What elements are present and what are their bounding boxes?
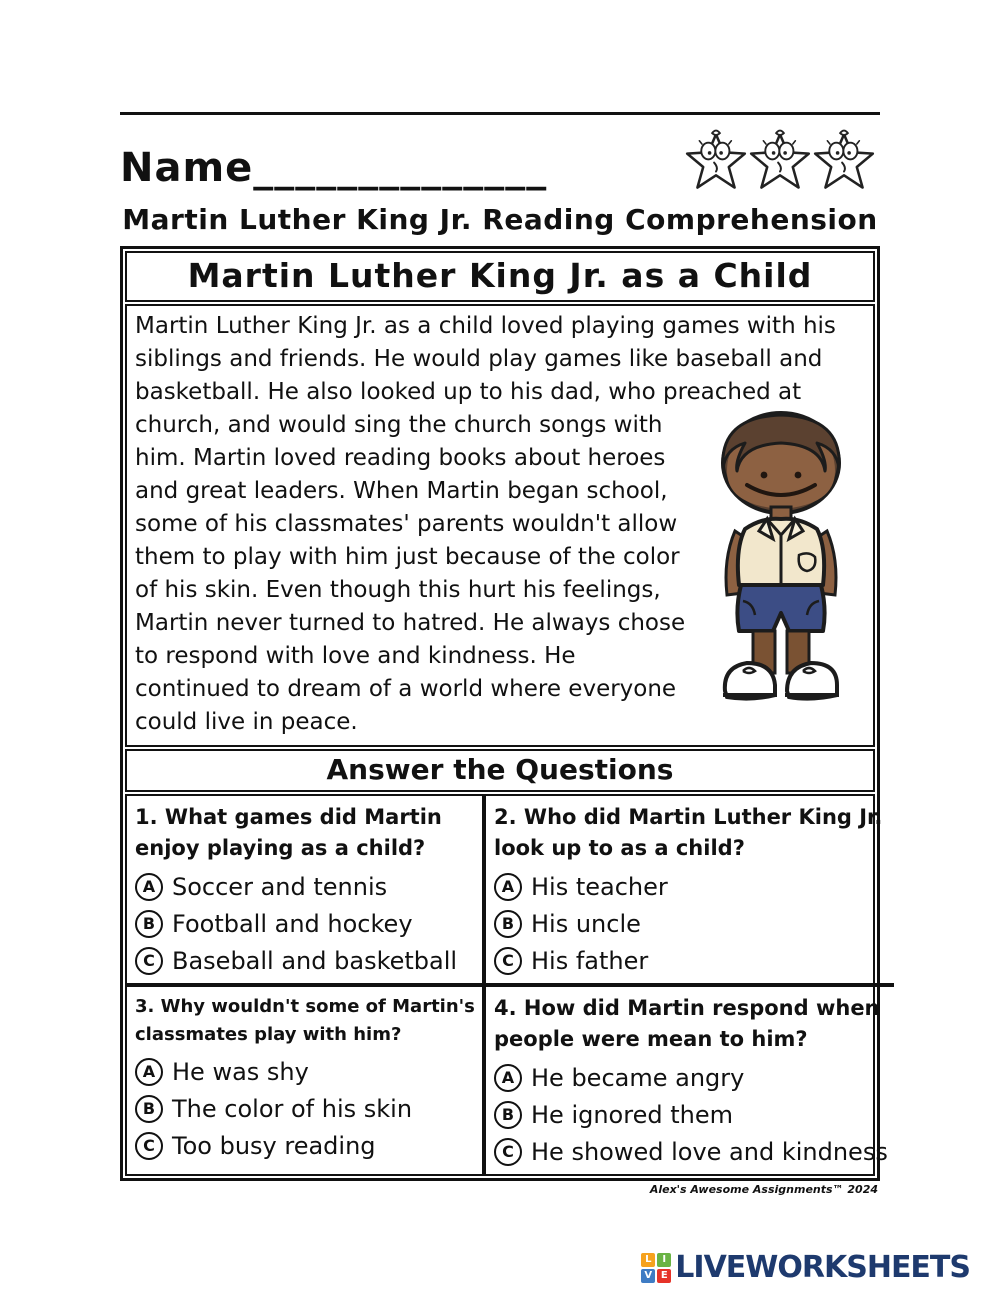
question-2-option-a[interactable] xyxy=(494,873,888,901)
option-label: He showed love and kindness xyxy=(531,1138,888,1166)
liveworksheets-logo[interactable] xyxy=(641,1250,970,1285)
question-2 xyxy=(482,796,894,983)
stars-clipart xyxy=(684,125,880,195)
option-label: Baseball and basketball xyxy=(172,947,458,975)
logo-square-e: E xyxy=(657,1269,671,1283)
passage-section xyxy=(125,304,875,747)
question-3 xyxy=(127,983,482,1174)
option-label: His teacher xyxy=(531,873,668,901)
passage-text: Martin Luther King Jr. as a child loved playing games with his siblings and friends. He would play games like baseball and basketball. He also looked up to his dad, who preached at church, and would sing the church songs with him. Martin loved reading books about heroes and great leaders. When Martin began school, some of his classmates' parents wouldn't allow them to play with him just because of the color of his skin. Even though this hurt his feelings, Martin never turned to hatred. He always chose to respond with love and kindness. He continued to dream of a world where everyone could live in peace. xyxy=(135,313,836,735)
question-4-option-b[interactable] xyxy=(494,1101,888,1129)
option-letter-circle: B xyxy=(135,910,163,938)
option-label: Too busy reading xyxy=(172,1132,376,1160)
publisher-credit: Alex's Awesome Assignments™ 2024 xyxy=(649,1183,878,1196)
question-4-text: 4. How did Martin respond when people were mean to him? xyxy=(494,996,880,1051)
star-icon xyxy=(748,125,812,195)
question-2-option-b[interactable] xyxy=(494,910,888,938)
option-label: Soccer and tennis xyxy=(172,873,388,901)
question-2-option-c[interactable] xyxy=(494,947,888,975)
option-letter-circle: C xyxy=(135,947,163,975)
logo-square-v: V xyxy=(641,1269,655,1283)
name-input-line[interactable]: Name______________ xyxy=(120,145,548,191)
worksheet-page xyxy=(120,0,888,1196)
star-icon xyxy=(684,125,748,195)
option-letter-circle: A xyxy=(135,1058,163,1086)
liveworksheets-logo-grid-icon xyxy=(641,1253,671,1283)
option-letter-circle: B xyxy=(494,1101,522,1129)
question-1-text: 1. What games did Martin enjoy playing as a child? xyxy=(135,805,442,860)
star-icon xyxy=(812,125,876,195)
name-row xyxy=(120,115,880,195)
question-3-option-a[interactable] xyxy=(135,1058,476,1086)
passage-title: Martin Luther King Jr. as a Child xyxy=(125,251,875,302)
option-label: His father xyxy=(531,947,649,975)
question-4 xyxy=(482,983,894,1174)
question-4-option-a[interactable] xyxy=(494,1064,888,1092)
option-letter-circle: A xyxy=(135,873,163,901)
question-1-option-a[interactable] xyxy=(135,873,476,901)
question-3-option-c[interactable] xyxy=(135,1132,476,1160)
logo-square-i: I xyxy=(657,1253,671,1267)
question-1-option-b[interactable] xyxy=(135,910,476,938)
option-label: His uncle xyxy=(531,910,641,938)
option-letter-circle: C xyxy=(135,1132,163,1160)
questions-grid xyxy=(125,794,888,1176)
option-label: Football and hockey xyxy=(172,910,413,938)
worksheet-heading: Martin Luther King Jr. Reading Comprehension xyxy=(122,203,878,236)
boy-clipart-image xyxy=(697,409,865,705)
question-3-option-b[interactable] xyxy=(135,1095,476,1123)
liveworksheets-logo-text: LIVEWORKSHEETS xyxy=(675,1250,970,1285)
option-letter-circle: A xyxy=(494,873,522,901)
option-label: He became angry xyxy=(531,1064,745,1092)
option-letter-circle: A xyxy=(494,1064,522,1092)
question-1-option-c[interactable] xyxy=(135,947,476,975)
question-4-option-c[interactable] xyxy=(494,1138,888,1166)
option-label: The color of his skin xyxy=(172,1095,413,1123)
option-letter-circle: B xyxy=(135,1095,163,1123)
option-label: He ignored them xyxy=(531,1101,733,1129)
question-2-text: 2. Who did Martin Luther King Jr. look up to as a child? xyxy=(494,805,883,860)
option-letter-circle: B xyxy=(494,910,522,938)
question-1 xyxy=(127,796,482,983)
option-letter-circle: C xyxy=(494,1138,522,1166)
option-label: He was shy xyxy=(172,1058,309,1086)
question-3-text: 3. Why wouldn't some of Martin's classmates play with him? xyxy=(135,996,475,1045)
logo-square-l: L xyxy=(641,1253,655,1267)
worksheet-main-box xyxy=(120,246,888,1181)
option-letter-circle: C xyxy=(494,947,522,975)
answer-questions-header: Answer the Questions xyxy=(125,749,875,792)
